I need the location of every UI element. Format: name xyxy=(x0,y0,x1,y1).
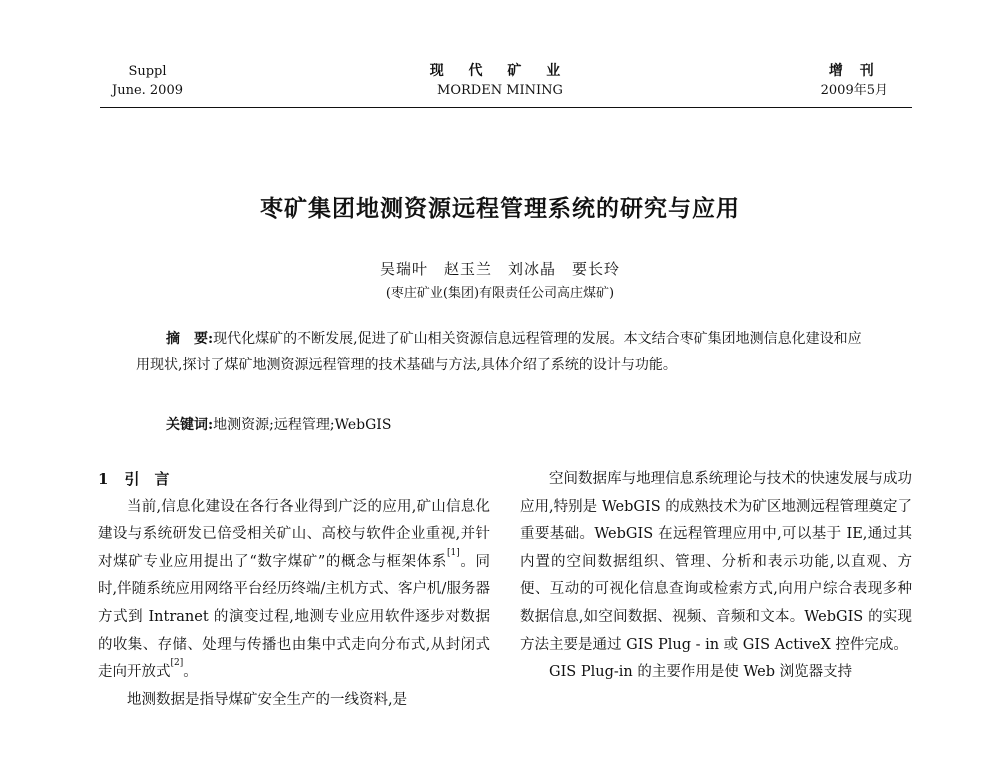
journal-header-right xyxy=(821,62,888,100)
abstract-text: 现代化煤矿的不断发展,促进了矿山相关资源信息远程管理的发展。本文结合枣矿集团地测信息化建设和应用现状,探讨了煤矿地测资源远程管理的技术基础与方法,具体介绍了系统的设计与功能。 xyxy=(136,331,862,373)
citation-ref: [2] xyxy=(170,658,184,669)
section-number: 1 xyxy=(98,470,109,488)
header-date-cn: 2009年5月 xyxy=(820,83,888,98)
abstract xyxy=(136,326,872,378)
left-column xyxy=(98,466,490,714)
body-paragraph: 地测数据是指导煤矿安全生产的一线资料,是 xyxy=(127,691,408,708)
right-column xyxy=(520,466,912,687)
paper-authors: 吴瑞叶 赵玉兰 刘冰晶 要长玲 xyxy=(379,260,620,278)
paragraph-text: 当前,信息化建设在各行各业得到广泛的应用,矿山信息化建设与系统研发已倍受相关矿山、高校与软件企业重视,并针对煤矿专业应用提出了“数字煤矿”的概念与框架体系 xyxy=(98,498,490,570)
section-title: 引 言 xyxy=(124,470,170,488)
keywords-label: 关键词: xyxy=(166,417,214,433)
header-issue-cn: 增 刊 xyxy=(828,63,880,79)
keywords xyxy=(166,414,391,436)
paper-title: 枣矿集团地测资源远程管理系统的研究与应用 xyxy=(260,195,740,222)
paragraph-text: 。 xyxy=(183,664,198,681)
body-paragraph: 空间数据库与地理信息系统理论与技术的快速发展与成功应用,特别是 WebGIS 的成熟技术为矿区地测远程管理奠定了重要基础。WebGIS 在远程管理应用中,可以基于 IE,通过其内置的空间数据组织、管理、分析和表示功能,以直观、方便、互动的可视化信息查询或检索方式,向用户综合表现多种数据信息,如空间数据、视频、音频和文本。WebGIS 的实现方法主要是通过 GIS Plug - in 或 GIS ActiveX 控件完成。 xyxy=(520,471,912,653)
section-heading xyxy=(98,466,490,494)
header-suppl: Suppl xyxy=(128,64,167,79)
abstract-label: 摘 要: xyxy=(166,331,214,347)
header-rule xyxy=(100,107,912,108)
paper-affiliation: (枣庄矿业(集团)有限责任公司高庄煤矿) xyxy=(385,286,615,301)
body-paragraph: GIS Plug-in 的主要作用是使 Web 浏览器支持 xyxy=(549,664,853,681)
body-paragraph xyxy=(98,494,490,687)
header-date-en: June. 2009 xyxy=(112,83,183,98)
journal-name-cn: 现 代 矿 业 xyxy=(429,63,571,79)
keywords-text: 地测资源;远程管理;WebGIS xyxy=(213,417,392,433)
citation-ref: [1] xyxy=(446,547,460,558)
paragraph-text: 。同时,伴随系统应用网络平台经历终端/主机方式、客户机/服务器方式到 Intranet 的演变过程,地测专业应用软件逐步对数据的收集、存储、处理与传播也由集中式走向分布式,从封闭式走向开放式 xyxy=(98,553,490,681)
journal-name-en: MORDEN MINING xyxy=(437,83,563,98)
